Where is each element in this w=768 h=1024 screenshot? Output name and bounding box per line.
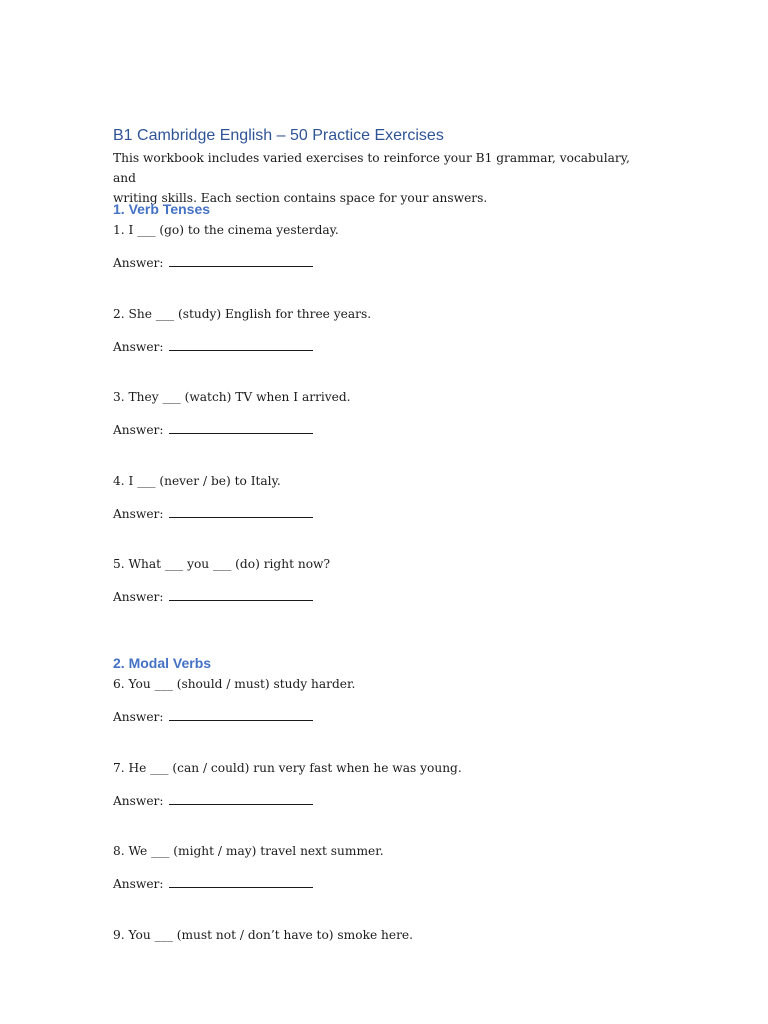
question-5: 5. What ___ you ___ (do) right now? xyxy=(113,557,330,571)
answer-label: Answer: xyxy=(113,506,164,521)
question-8: 8. We ___ (might / may) travel next summer. xyxy=(113,844,384,858)
answer-blank-7[interactable] xyxy=(169,791,313,805)
answer-label: Answer: xyxy=(113,339,164,354)
answer-row-8 xyxy=(113,874,653,892)
exercise-item-3 xyxy=(113,388,653,472)
document-title: B1 Cambridge English – 50 Practice Exercises xyxy=(113,127,444,144)
exercise-item-2 xyxy=(113,305,653,389)
exercise-item-8 xyxy=(113,842,653,926)
question-9: 9. You ___ (must not / don’t have to) smoke here. xyxy=(113,927,414,942)
question-4: 4. I ___ (never / be) to Italy. xyxy=(113,473,281,488)
answer-label: Answer: xyxy=(113,793,164,808)
answer-blank-4[interactable] xyxy=(169,504,313,518)
exercise-item-9 xyxy=(113,926,653,1010)
intro-paragraph xyxy=(113,148,653,205)
question-6: 6. You ___ (should / must) study harder. xyxy=(113,677,356,691)
answer-label: Answer: xyxy=(113,590,164,604)
answer-blank-2[interactable] xyxy=(169,337,313,351)
answer-row-5 xyxy=(113,587,653,605)
question-3: 3. They ___ (watch) TV when I arrived. xyxy=(113,390,351,404)
intro-line-1: This workbook includes varied exercises to reinforce your B1 grammar, vocabulary, and xyxy=(113,151,630,185)
answer-row-3 xyxy=(113,420,653,438)
document-page xyxy=(113,124,653,1009)
question-2: 2. She ___ (study) English for three years. xyxy=(113,306,372,321)
answer-label: Answer: xyxy=(113,256,164,270)
answer-label: Answer: xyxy=(113,423,164,437)
answer-blank-5[interactable] xyxy=(169,587,313,601)
answer-blank-6[interactable] xyxy=(169,707,313,721)
section-title-modal-verbs: 2. Modal Verbs xyxy=(113,655,212,671)
exercise-item-4 xyxy=(113,472,653,556)
answer-blank-8[interactable] xyxy=(169,874,313,888)
exercise-item-7 xyxy=(113,759,653,843)
answer-row-1 xyxy=(113,253,653,271)
answer-row-6 xyxy=(113,707,653,725)
answer-label: Answer: xyxy=(113,877,164,891)
exercise-item-1 xyxy=(113,221,653,305)
answer-blank-3[interactable] xyxy=(169,420,313,434)
exercise-item-6 xyxy=(113,675,653,759)
intro-line-2: writing skills. Each section contains space for your answers. xyxy=(113,191,488,205)
exercise-item-5 xyxy=(113,555,653,650)
answer-row-7 xyxy=(113,791,653,809)
answer-row-4 xyxy=(113,504,653,522)
section-title-verb-tenses: 1. Verb Tenses xyxy=(113,201,211,217)
question-7: 7. He ___ (can / could) run very fast when he was young. xyxy=(113,760,462,775)
answer-row-2 xyxy=(113,337,653,355)
answer-blank-1[interactable] xyxy=(169,253,313,267)
answer-label: Answer: xyxy=(113,710,164,724)
question-1: 1. I ___ (go) to the cinema yesterday. xyxy=(113,223,339,237)
